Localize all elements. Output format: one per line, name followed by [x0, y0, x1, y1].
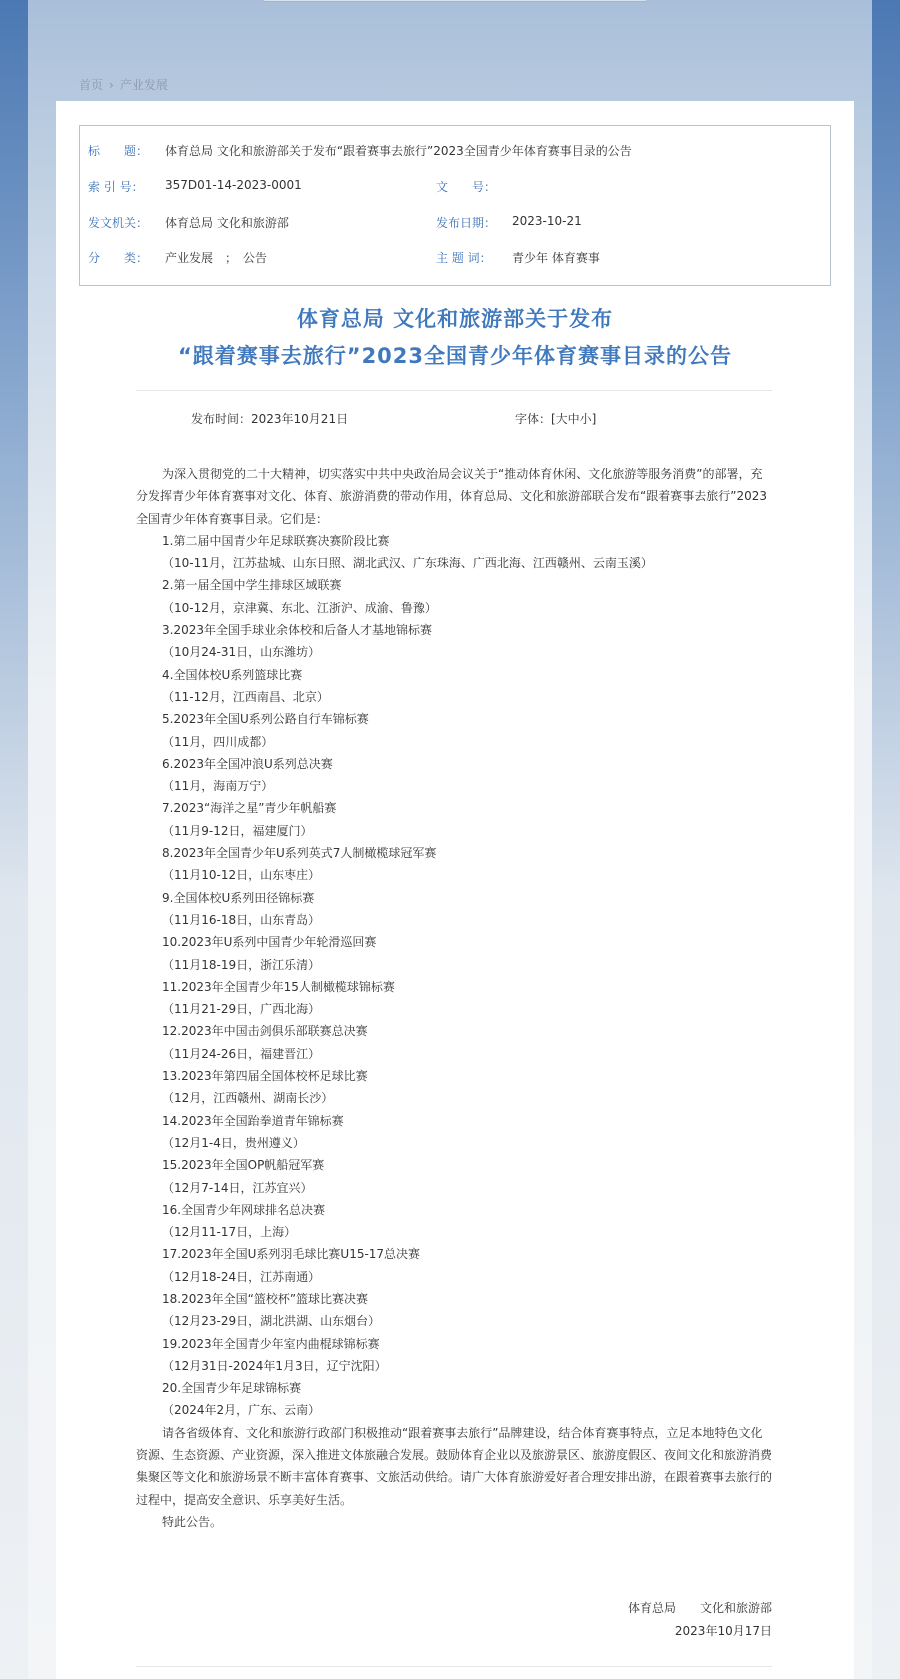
event-item-detail: （12月，江西赣州、湖南长沙） [162, 1091, 334, 1106]
event-item-name: 17.2023年全国U系列羽毛球比赛U15-17总决赛 [162, 1247, 421, 1262]
breadcrumb-home-link[interactable]: 首页 [79, 78, 104, 92]
article-title-line-1: 体育总局 文化和旅游部关于发布 [296, 307, 614, 331]
meta-topic-label: 主 题 词： [436, 251, 492, 265]
signature-date: 2023年10月17日 [674, 1624, 772, 1638]
closing-paragraph: 请各省级体育、文化和旅游行政部门积极推动“跟着赛事去旅行”品牌建设，结合体育赛事特点，立足本地特色文化资源、生态资源、产业资源，深入推进文体旅融合发展。鼓励体育企业以及旅游景区、旅游度假区、夜间文化和旅游消费集聚区等文化和旅游场景不断丰富体育赛事、文旅活动供给。请广大体育旅游爱好者合理安排出游，在跟着赛事去旅行的过程中，提高安全意识、乐享美好生活。 [136, 1425, 773, 1507]
event-item-detail: （12月11-17日，上海） [162, 1225, 297, 1240]
event-item-name: 3.2023年全国手球业余体校和后备人才基地锦标赛 [162, 623, 432, 638]
event-item-detail: （11月，海南万宁） [162, 779, 274, 794]
breadcrumb-separator-icon: › [109, 77, 114, 92]
event-item-name: 4.全国体校U系列篮球比赛 [162, 667, 303, 682]
meta-date-value: 2023-10-21 [512, 214, 582, 228]
meta-title-value: 体育总局 文化和旅游部关于发布“跟着赛事去旅行”2023全国青少年体育赛事目录的公告 [165, 144, 632, 158]
event-item-name: 13.2023年第四届全国体校杯足球比赛 [162, 1069, 368, 1084]
notice-paragraph: 特此公告。 [162, 1514, 223, 1529]
event-item-detail: （12月18-24日，江苏南通） [162, 1269, 321, 1284]
event-item-name: 9.全国体校U系列田径锦标赛 [162, 890, 315, 905]
meta-date-label: 发布日期： [436, 216, 497, 230]
meta-row-issuer [80, 214, 830, 234]
header-tab-decoration [258, 0, 652, 2]
breadcrumb-section-link[interactable]: 产业发展 [119, 78, 168, 92]
event-item-detail: （11月10-12日，山东枣庄） [162, 868, 321, 883]
meta-category-label: 分 类： [88, 251, 149, 265]
meta-issuer-value: 体育总局 文化和旅游部 [165, 216, 289, 230]
event-item-name: 2.第一届全国中学生排球区域联赛 [162, 578, 342, 593]
event-item-detail: （11-12月，江西南昌、北京） [162, 689, 329, 704]
right-border-decoration [872, 0, 900, 1679]
event-item-detail: （12月23-29日，湖北洪湖、山东烟台） [162, 1314, 381, 1329]
event-item-detail: （11月9-12日，福建厦门） [162, 823, 313, 838]
event-item-name: 15.2023年全国OP帆船冠军赛 [162, 1158, 325, 1173]
event-item-name: 6.2023年全国冲浪U系列总决赛 [162, 756, 333, 771]
event-item-detail: （11月，四川成都） [162, 734, 274, 749]
event-item-name: 8.2023年全国青少年U系列英式7人制橄榄球冠军赛 [162, 846, 437, 861]
event-list [136, 530, 772, 1422]
event-item-detail: （12月1-4日，贵州遵义） [162, 1135, 305, 1150]
signature-issuers: 体育总局 文化和旅游部 [627, 1601, 772, 1615]
event-item-detail: （10月24-31日，山东潍坊） [162, 645, 321, 660]
intro-paragraph: 为深入贯彻党的二十大精神，切实落实中共中央政治局会议关于“推动体育休闲、文化旅游等服务消费”的部署，充分发挥青少年体育赛事对文化、体育、旅游消费的带动作用，体育总局、文化和旅游部联合发布“跟着赛事去旅行”2023全国青少年体育赛事目录。它们是： [136, 467, 767, 526]
meta-row-index [80, 178, 830, 198]
meta-docno-label: 文 号： [436, 180, 497, 194]
publish-time: 发布时间：2023年10月21日 [191, 412, 349, 426]
event-item-detail: （11月21-29日，广西北海） [162, 1002, 321, 1017]
meta-category-value: 产业发展 ； 公告 [165, 251, 268, 265]
event-item-name: 14.2023年全国跆拳道青年锦标赛 [162, 1113, 344, 1128]
event-item-name: 5.2023年全国U系列公路自行车锦标赛 [162, 712, 369, 727]
event-item-name: 1.第二届中国青少年足球联赛决赛阶段比赛 [162, 533, 390, 548]
footer-divider [136, 1666, 772, 1667]
document-metadata-table [79, 125, 831, 286]
event-item-detail: （10-12月，京津冀、东北、江浙沪、成渝、鲁豫） [162, 600, 437, 615]
article-panel [56, 101, 854, 1679]
event-item-name: 11.2023年全国青少年15人制橄榄球锦标赛 [162, 979, 395, 994]
left-border-decoration [0, 0, 28, 1679]
event-item-name: 19.2023年全国青少年室内曲棍球锦标赛 [162, 1336, 380, 1351]
article-body [136, 463, 772, 1533]
event-item-name: 18.2023年全国“篮校杯”篮球比赛决赛 [162, 1291, 369, 1306]
breadcrumb [79, 76, 168, 93]
meta-index-label: 索 引 号： [88, 180, 144, 194]
event-item-name: 20.全国青少年足球锦标赛 [162, 1381, 302, 1396]
font-size-switcher[interactable]: 字体：[大中小] [515, 412, 597, 426]
meta-index-value: 357D01-14-2023-0001 [165, 178, 302, 192]
meta-issuer-label: 发文机关： [88, 216, 149, 230]
meta-row-title [80, 142, 830, 162]
event-item-detail: （12月31日-2024年1月3日，辽宁沈阳） [162, 1358, 387, 1373]
article-title-line-2: “跟着赛事去旅行”2023全国青少年体育赛事目录的公告 [177, 344, 733, 368]
meta-topic-value: 青少年 体育赛事 [512, 251, 600, 265]
event-item-detail: （11月18-19日，浙江乐清） [162, 957, 321, 972]
event-item-detail: （10-11月，江苏盐城、山东日照、湖北武汉、广东珠海、广西北海、江西赣州、云南玉溪） [162, 556, 653, 571]
meta-row-category [80, 249, 830, 269]
event-item-detail: （11月24-26日，福建晋江） [162, 1046, 321, 1061]
event-item-name: 16.全国青少年网球排名总决赛 [162, 1202, 326, 1217]
event-item-detail: （11月16-18日，山东青岛） [162, 912, 321, 927]
event-item-name: 12.2023年中国击剑俱乐部联赛总决赛 [162, 1024, 368, 1039]
event-item-detail: （2024年2月，广东、云南） [162, 1403, 321, 1418]
event-item-name: 10.2023年U系列中国青少年轮滑巡回赛 [162, 935, 377, 950]
title-divider [136, 390, 772, 391]
meta-title-label: 标 题： [88, 144, 149, 158]
event-item-detail: （12月7-14日，江苏宜兴） [162, 1180, 313, 1195]
event-item-name: 7.2023“海洋之星”青少年帆船赛 [162, 801, 337, 816]
